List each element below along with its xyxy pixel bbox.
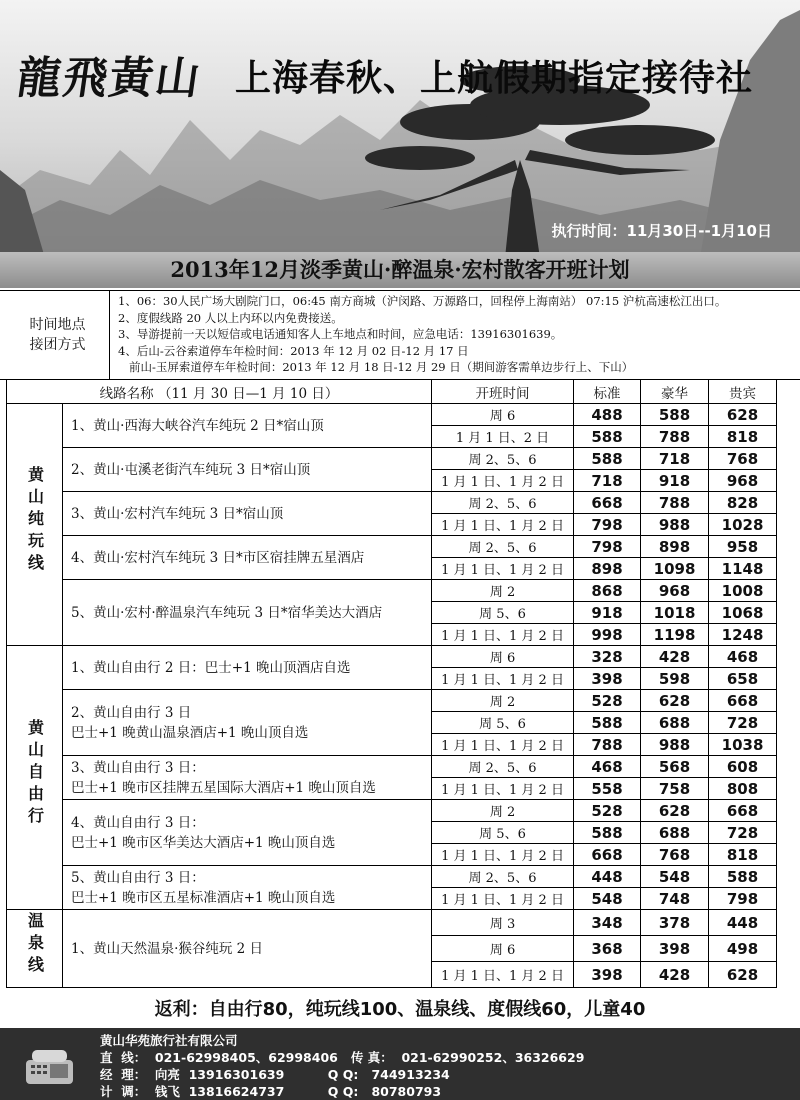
- price-deluxe: 588: [641, 404, 709, 426]
- table-row: [7, 492, 777, 514]
- price-standard: 488: [574, 404, 641, 426]
- table-row: [7, 404, 777, 426]
- price-deluxe: 748: [641, 888, 709, 910]
- schedule-cell: 1 月 1 日、1 月 2 日: [432, 470, 574, 492]
- price-standard: 918: [574, 602, 641, 624]
- price-vip: 668: [709, 690, 777, 712]
- price-vip: 728: [709, 822, 777, 844]
- price-deluxe: 428: [641, 962, 709, 988]
- col-header-standard: 标准: [574, 380, 641, 404]
- schedule-cell: 1 月 1 日、2 日: [432, 426, 574, 448]
- schedule-cell: 1 月 1 日、1 月 2 日: [432, 668, 574, 690]
- price-vip: 828: [709, 492, 777, 514]
- price-standard: 548: [574, 888, 641, 910]
- table-header-row: [7, 380, 777, 404]
- info-line: 前山-玉屏索道停车年检时间：2013 年 12 月 18 日-12 月 29 日（期间游客需单边步行上、下山）: [118, 360, 634, 374]
- price-standard: 588: [574, 426, 641, 448]
- price-standard: 868: [574, 580, 641, 602]
- category-free-travel: [7, 646, 63, 910]
- price-vip: 818: [709, 426, 777, 448]
- price-vip: 1148: [709, 558, 777, 580]
- price-vip: 1008: [709, 580, 777, 602]
- price-standard: 398: [574, 668, 641, 690]
- schedule-cell: 1 月 1 日、1 月 2 日: [432, 778, 574, 800]
- category-pure-tour: [7, 404, 63, 646]
- schedule-cell: 1 月 1 日、1 月 2 日: [432, 514, 574, 536]
- route-name: 2、黄山·屯溪老街汽车纯玩 3 日*宿山顶: [63, 448, 432, 492]
- company-name: 黄山华苑旅行社有限公司: [100, 1033, 238, 1048]
- schedule-cell: 周 5、6: [432, 822, 574, 844]
- price-vip: 818: [709, 844, 777, 866]
- schedule-cell: 周 6: [432, 404, 574, 426]
- price-vip: 798: [709, 888, 777, 910]
- price-deluxe: 628: [641, 690, 709, 712]
- table-row: [7, 800, 777, 822]
- info-label-line2: 接团方式: [29, 337, 86, 353]
- price-vip: 608: [709, 756, 777, 778]
- price-standard: 448: [574, 866, 641, 888]
- route-name: 5、黄山·宏村·醉温泉汽车纯玩 3 日*宿华美达大酒店: [63, 580, 432, 646]
- price-standard: 898: [574, 558, 641, 580]
- price-deluxe: 718: [641, 448, 709, 470]
- price-vip: 468: [709, 646, 777, 668]
- table-row: [7, 756, 777, 778]
- route-name: 4、黄山·宏村汽车纯玩 3 日*市区宿挂牌五星酒店: [63, 536, 432, 580]
- table-row: [7, 580, 777, 602]
- price-deluxe: 988: [641, 734, 709, 756]
- price-standard: 398: [574, 962, 641, 988]
- route-name-line2: 巴士+1 晚市区五星标准酒店+1 晚山顶自选: [71, 889, 336, 906]
- schedule-cell: 周 2: [432, 800, 574, 822]
- route-name-line2: 巴士+1 晚市区挂牌五星国际大酒店+1 晚山顶自选: [71, 779, 376, 796]
- schedule-cell: 周 2、5、6: [432, 536, 574, 558]
- price-deluxe: 788: [641, 426, 709, 448]
- schedule-cell: 周 2、5、6: [432, 866, 574, 888]
- category-label: 黄山自由行: [25, 718, 45, 829]
- contact-manager: 经 理： 向亮 13916301639 Q Q: 744913234: [100, 1067, 450, 1082]
- price-deluxe: 1198: [641, 624, 709, 646]
- table-row: [7, 690, 777, 712]
- contact-planner: 计 调： 钱飞 13816624737 Q Q: 80780793: [100, 1084, 442, 1099]
- price-deluxe: 1018: [641, 602, 709, 624]
- category-label: 温泉线: [25, 911, 45, 978]
- header-banner: [0, 0, 800, 258]
- route-name: 1、黄山自由行 2 日：巴士+1 晚山顶酒店自选: [63, 646, 432, 690]
- price-standard: 328: [574, 646, 641, 668]
- price-vip: 448: [709, 910, 777, 936]
- route-name: [63, 866, 432, 910]
- pickup-info: [0, 290, 800, 380]
- category-label: 黄山纯玩线: [25, 465, 45, 576]
- price-table: [6, 379, 777, 988]
- col-header-deluxe: 豪华: [641, 380, 709, 404]
- route-name: 1、黄山·西海大峡谷汽车纯玩 2 日*宿山顶: [63, 404, 432, 448]
- route-name: [63, 690, 432, 756]
- price-standard: 718: [574, 470, 641, 492]
- price-standard: 588: [574, 448, 641, 470]
- price-deluxe: 398: [641, 936, 709, 962]
- execution-time: 执行时间：11月30日--1月10日: [551, 222, 772, 240]
- telephone-icon: [22, 1046, 77, 1086]
- route-name: [63, 756, 432, 800]
- price-deluxe: 758: [641, 778, 709, 800]
- route-name: 1、黄山天然温泉·猴谷纯玩 2 日: [63, 910, 432, 988]
- price-standard: 788: [574, 734, 641, 756]
- schedule-cell: 周 6: [432, 646, 574, 668]
- price-vip: 968: [709, 470, 777, 492]
- schedule-cell: 周 2、5、6: [432, 448, 574, 470]
- price-vip: 728: [709, 712, 777, 734]
- schedule-cell: 1 月 1 日、1 月 2 日: [432, 734, 574, 756]
- info-line: 1、06：30人民广场大剧院门口，06:45 南方商城（沪闵路、万源路口，回程停上海南站） 07:15 沪杭高速松江出口。: [118, 294, 727, 308]
- price-standard: 668: [574, 492, 641, 514]
- route-name-line2: 巴士+1 晚黄山温泉酒店+1 晚山顶自选: [71, 724, 309, 741]
- route-name-line1: 5、黄山自由行 3 日：: [71, 869, 205, 886]
- price-standard: 558: [574, 778, 641, 800]
- price-deluxe: 968: [641, 580, 709, 602]
- info-line: 2、度假线路 20 人以上内环以内免费接送。: [118, 310, 343, 325]
- price-deluxe: 688: [641, 712, 709, 734]
- price-deluxe: 568: [641, 756, 709, 778]
- schedule-cell: 周 2: [432, 580, 574, 602]
- price-deluxe: 688: [641, 822, 709, 844]
- price-standard: 998: [574, 624, 641, 646]
- route-name-line2: 巴士+1 晚市区华美达大酒店+1 晚山顶自选: [71, 834, 336, 851]
- info-line: 3、导游提前一天以短信或电话通知客人上车地点和时间，应急电话：13916301639。: [118, 327, 563, 341]
- price-deluxe: 628: [641, 800, 709, 822]
- price-standard: 588: [574, 712, 641, 734]
- table-row: [7, 910, 777, 936]
- table-row: [7, 448, 777, 470]
- pickup-info-label: [6, 291, 110, 379]
- price-standard: 588: [574, 822, 641, 844]
- price-vip: 628: [709, 404, 777, 426]
- route-name-line1: 2、黄山自由行 3 日: [71, 704, 192, 721]
- price-deluxe: 598: [641, 668, 709, 690]
- schedule-cell: 周 6: [432, 936, 574, 962]
- price-deluxe: 988: [641, 514, 709, 536]
- price-standard: 368: [574, 936, 641, 962]
- page-title: 2013年12月淡季黄山·醉温泉·宏村散客开班计划: [0, 252, 800, 288]
- price-standard: 798: [574, 514, 641, 536]
- info-line: 4、后山-云谷索道停车年检时间：2013 年 12 月 02 日-12 月 17 日: [118, 343, 469, 358]
- price-standard: 528: [574, 690, 641, 712]
- info-label-line1: 时间地点: [29, 317, 86, 333]
- schedule-cell: 1 月 1 日、1 月 2 日: [432, 624, 574, 646]
- pickup-info-lines: [118, 293, 726, 376]
- price-deluxe: 1098: [641, 558, 709, 580]
- price-deluxe: 918: [641, 470, 709, 492]
- price-vip: 958: [709, 536, 777, 558]
- price-vip: 498: [709, 936, 777, 962]
- contact-phone-fax: 直 线： 021-62998405、62998406 传 真： 021-62990252、36326629: [100, 1050, 585, 1065]
- price-deluxe: 788: [641, 492, 709, 514]
- price-vip: 628: [709, 962, 777, 988]
- price-vip: 588: [709, 866, 777, 888]
- schedule-cell: 1 月 1 日、1 月 2 日: [432, 844, 574, 866]
- price-vip: 808: [709, 778, 777, 800]
- price-vip: 1028: [709, 514, 777, 536]
- route-name-line1: 4、黄山自由行 3 日：: [71, 814, 205, 831]
- price-deluxe: 768: [641, 844, 709, 866]
- route-name-line1: 3、黄山自由行 3 日：: [71, 759, 205, 776]
- rebate-note: 返利：自由行80，纯玩线100、温泉线、度假线60，儿童40: [154, 999, 646, 1020]
- route-name: 3、黄山·宏村汽车纯玩 3 日*宿山顶: [63, 492, 432, 536]
- price-deluxe: 548: [641, 866, 709, 888]
- col-header-schedule: 开班时间: [432, 380, 574, 404]
- schedule-cell: 1 月 1 日、1 月 2 日: [432, 558, 574, 580]
- price-vip: 1068: [709, 602, 777, 624]
- price-vip: 1248: [709, 624, 777, 646]
- price-standard: 528: [574, 800, 641, 822]
- table-row: [7, 536, 777, 558]
- price-deluxe: 898: [641, 536, 709, 558]
- price-deluxe: 378: [641, 910, 709, 936]
- schedule-cell: 周 2: [432, 690, 574, 712]
- price-standard: 668: [574, 844, 641, 866]
- schedule-cell: 周 3: [432, 910, 574, 936]
- price-standard: 348: [574, 910, 641, 936]
- route-name: [63, 800, 432, 866]
- price-standard: 468: [574, 756, 641, 778]
- headline: 上海春秋、上航假期指定接待社: [235, 58, 754, 99]
- price-standard: 798: [574, 536, 641, 558]
- price-deluxe: 428: [641, 646, 709, 668]
- dragon-flying-huangshan-logo: 龍飛黃山: [13, 53, 205, 104]
- schedule-cell: 周 5、6: [432, 602, 574, 624]
- price-vip: 1038: [709, 734, 777, 756]
- footer-contact: [0, 1028, 800, 1100]
- col-header-route: 线路名称 （11 月 30 日—1 月 10 日）: [7, 380, 432, 404]
- col-header-vip: 贵宾: [709, 380, 777, 404]
- table-row: [7, 646, 777, 668]
- schedule-cell: 1 月 1 日、1 月 2 日: [432, 962, 574, 988]
- schedule-cell: 周 2、5、6: [432, 756, 574, 778]
- table-row: [7, 866, 777, 888]
- price-vip: 768: [709, 448, 777, 470]
- schedule-cell: 1 月 1 日、1 月 2 日: [432, 888, 574, 910]
- schedule-cell: 周 2、5、6: [432, 492, 574, 514]
- category-hot-spring: [7, 910, 63, 988]
- price-vip: 658: [709, 668, 777, 690]
- schedule-cell: 周 5、6: [432, 712, 574, 734]
- price-vip: 668: [709, 800, 777, 822]
